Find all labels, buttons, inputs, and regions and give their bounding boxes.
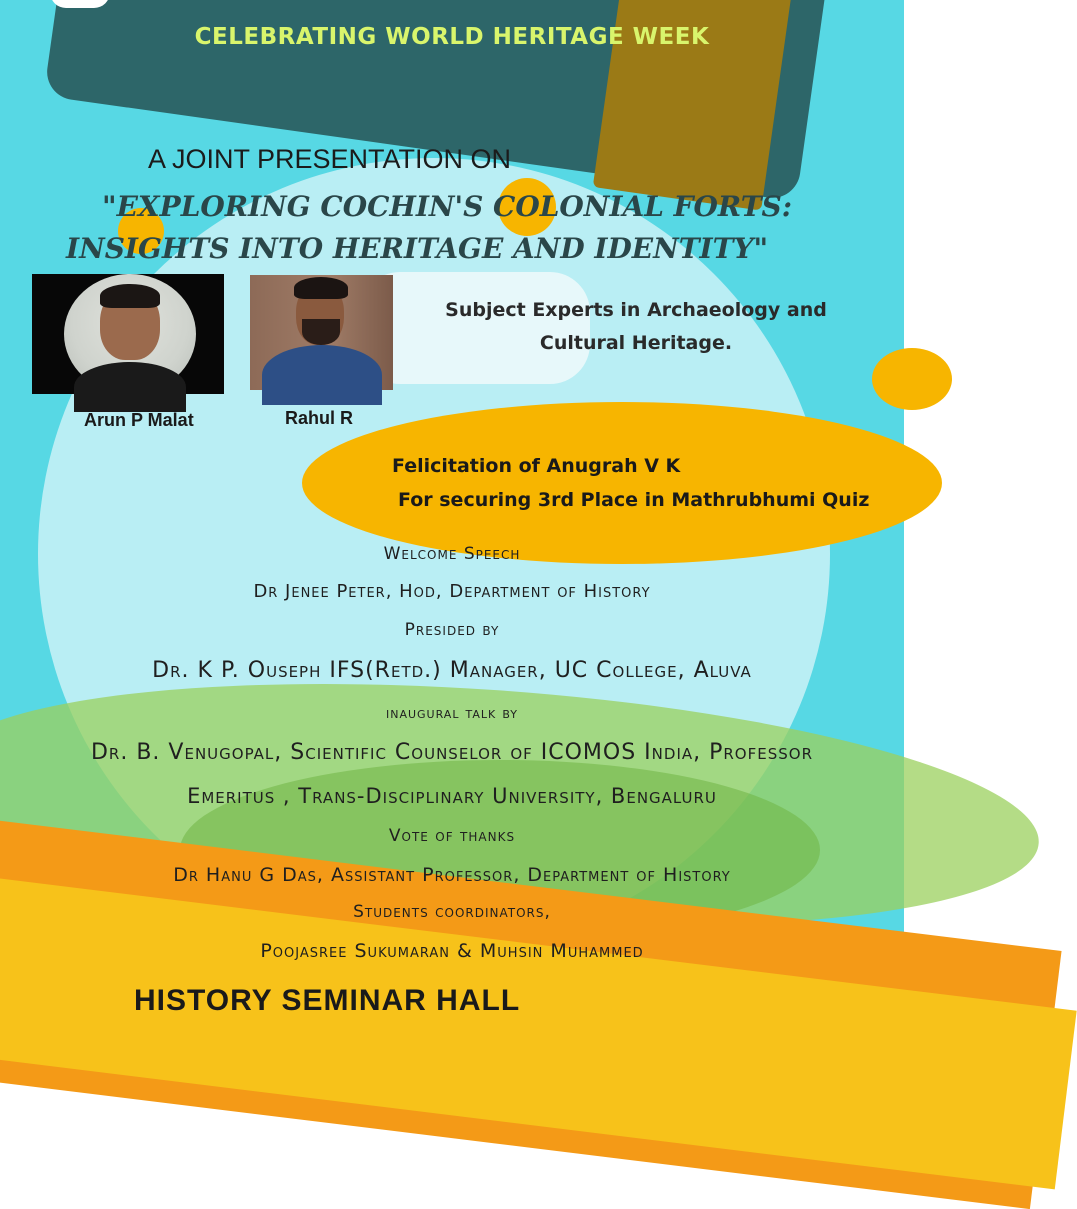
speaker-name: Arun P Malat bbox=[84, 410, 194, 430]
presided-label: Presided by bbox=[404, 620, 500, 640]
inaugural-speaker-line-2: Emeritus , Trans-Disciplinary University, Bengaluru bbox=[187, 784, 717, 808]
shirt bbox=[262, 345, 382, 405]
coordinators-names: Poojasree Sukumaran & Muhsin Muhammed bbox=[260, 940, 644, 962]
welcome-speaker: Dr Jenee Peter, Hod, Department of History bbox=[253, 581, 651, 602]
portrait-circle bbox=[64, 274, 196, 394]
talk-title-line-1: "EXPLORING COCHIN'S COLONIAL FORTS: bbox=[102, 190, 793, 223]
banner-heading: CELEBRATING WORLD HERITAGE WEEK bbox=[194, 24, 710, 50]
presentation-intro: A JOINT PRESENTATION ON bbox=[148, 144, 512, 174]
coordinators-label: Students coordinators, bbox=[353, 902, 551, 922]
felicitation-line-1: Felicitation of Anugrah V K bbox=[392, 455, 681, 477]
inaugural-speaker-line-1: Dr. B. Venugopal, Scientific Counselor of ICOMOS India, Professor bbox=[90, 740, 813, 765]
speaker-photo-rahul bbox=[250, 275, 393, 390]
welcome-label: Welcome Speech bbox=[383, 544, 521, 564]
speakers-caption: Subject Experts in Archaeology and Cultural Heritage. bbox=[445, 299, 827, 354]
vote-of-thanks-label: Vote of thanks bbox=[388, 826, 516, 846]
beard bbox=[302, 319, 340, 345]
speaker-photo-arun bbox=[32, 274, 224, 394]
vote-of-thanks-person: Dr Hanu G Das, Assistant Professor, Department of History bbox=[173, 864, 731, 886]
yellow-dot bbox=[872, 348, 952, 410]
venue: HISTORY SEMINAR HALL bbox=[134, 984, 521, 1017]
presided-person: Dr. K P. Ouseph IFS(Retd.) Manager, UC College, Aluva bbox=[152, 658, 752, 683]
shirt bbox=[74, 362, 186, 412]
talk-title-line-2: INSIGHTS INTO HERITAGE AND IDENTITY" bbox=[66, 232, 769, 265]
felicitation-oval bbox=[302, 402, 942, 564]
felicitation-line-2: For securing 3rd Place in Mathrubhumi Quiz bbox=[398, 489, 870, 511]
speaker-name: Rahul R bbox=[285, 408, 354, 428]
inaugural-label: inaugural talk by bbox=[385, 703, 519, 722]
hair bbox=[100, 284, 160, 308]
hair bbox=[294, 277, 348, 299]
